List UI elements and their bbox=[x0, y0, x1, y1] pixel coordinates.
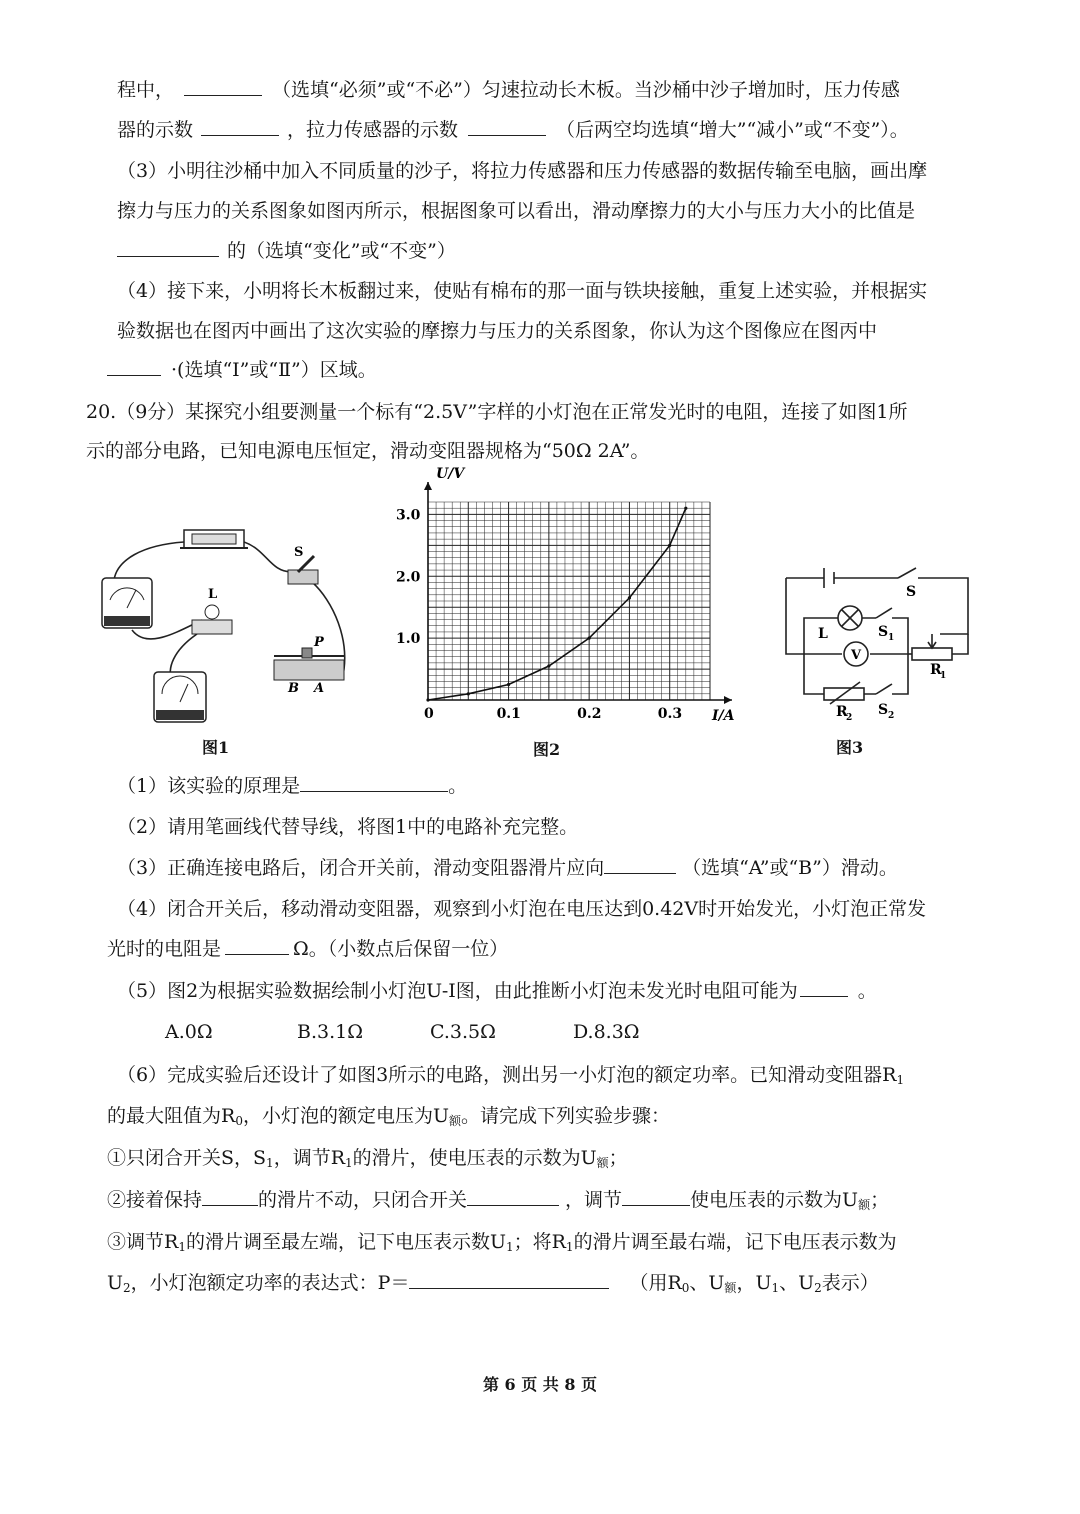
figure-1-label: L bbox=[208, 587, 218, 602]
answer-blank[interactable] bbox=[800, 978, 848, 997]
option-b[interactable]: B.3.1Ω bbox=[297, 1021, 363, 1043]
answer-blank[interactable] bbox=[117, 238, 219, 257]
x-axis-arrow bbox=[724, 696, 732, 704]
sub-question-1: （1）该实验的原理是 。 bbox=[117, 775, 468, 797]
switch-icon bbox=[288, 570, 318, 584]
bulb-icon bbox=[205, 605, 219, 619]
sub-question-6-cont: 的最大阻值为$R_0$，小灯泡的额定电压为$U_额$。请完成下列实验步骤： bbox=[107, 1105, 670, 1128]
text-line: 擦力与压力的关系图象如图丙所示，根据图象可以看出，滑动摩擦力的大小与压力大小的比值是 bbox=[117, 200, 916, 222]
answer-blank[interactable] bbox=[225, 936, 289, 955]
answer-blank[interactable] bbox=[604, 855, 676, 874]
y-tick-label: 1.0 bbox=[396, 631, 421, 648]
x-tick-label: 0.3 bbox=[657, 706, 683, 722]
figure-3-label: 1 bbox=[940, 671, 947, 681]
figure-3-label: 2 bbox=[888, 711, 895, 721]
y-tick-label: 3.0 bbox=[396, 507, 421, 524]
rheostat-icon bbox=[274, 660, 344, 680]
answer-blank[interactable] bbox=[622, 1187, 690, 1206]
text-line: （4）接下来，小明将长木板翻过来，使贴有棉布的那一面与铁块接触，重复上述实验，并根据实 bbox=[117, 280, 928, 302]
sub-question-4-cont: 光时的电阻是 Ω。（小数点后保留一位） bbox=[107, 938, 509, 960]
sub-question-4: （4）闭合开关后，移动滑动变阻器，观察到小灯泡在电压达到0.42V时开始发光，小灯泡正常发 bbox=[117, 898, 927, 920]
figure-2-chart bbox=[392, 466, 742, 730]
x-tick-label: 0 bbox=[424, 706, 434, 722]
figure-2-caption: 图2 bbox=[533, 740, 561, 759]
answer-blank[interactable] bbox=[202, 1187, 258, 1206]
resistor-r1-icon bbox=[912, 648, 952, 660]
option-c[interactable]: C.3.5Ω bbox=[430, 1021, 496, 1043]
y-axis-label: U/V bbox=[436, 466, 465, 482]
answer-blank[interactable] bbox=[184, 77, 262, 96]
chart-grid bbox=[428, 502, 710, 700]
text-line: 程中， （选填“必须”或“不必”）匀速拉动长木板。当沙桶中沙子增加时，压力传感 bbox=[117, 79, 900, 101]
x-tick-label: 0.1 bbox=[496, 706, 521, 722]
step-3: ③调节$R_1$的滑片调至最左端，记下电压表示数$U_1$；将$R_1$的滑片调至最右端，记下电压表示数为 bbox=[107, 1231, 897, 1254]
text-line: 器的示数 ，拉力传感器的示数 （后两空均选填“增大”“减小”或“不变”）。 bbox=[117, 119, 909, 141]
answer-blank[interactable] bbox=[409, 1270, 609, 1289]
lamp-board-icon bbox=[192, 620, 232, 634]
figure-3-label: S bbox=[878, 702, 889, 718]
answer-blank[interactable] bbox=[300, 773, 448, 792]
figure-1-label: S bbox=[294, 545, 304, 560]
figure-3-label: V bbox=[851, 648, 862, 663]
figure-3-label: L bbox=[818, 626, 828, 642]
x-tick-label: 0.2 bbox=[577, 706, 602, 722]
switch-s-icon bbox=[898, 568, 916, 578]
y-tick-label: 2.0 bbox=[396, 569, 421, 586]
answer-blank[interactable] bbox=[468, 117, 546, 136]
figure-3-label: R bbox=[930, 662, 942, 678]
sub-question-2: （2）请用笔画线代替导线，将图1中的电路补充完整。 bbox=[117, 816, 579, 838]
figure-3-label: R bbox=[836, 704, 848, 720]
answer-blank[interactable] bbox=[201, 117, 279, 136]
step-3-cont: $U_2$，小灯泡额定功率的表达式：P＝ （用$R_0$、$U_额$，$U_1$、$U_2$表示） bbox=[107, 1272, 879, 1295]
sub-question-3: （3）正确连接电路后，闭合开关前，滑动变阻器滑片应向 （选填“A”或“B”）滑动。 bbox=[117, 857, 898, 879]
figure-1-caption: 图1 bbox=[202, 738, 230, 757]
question-20-stem: 20.（9分）某探究小组要测量一个标有“2.5V”字样的小灯泡在正常发光时的电阻，连接了如图1所 bbox=[86, 401, 908, 423]
figure-1-circuit bbox=[92, 520, 362, 730]
sub-question-5: （5）图2为根据实验数据绘制小灯泡U-I图，由此推断小灯泡未发光时电阻可能为 。 bbox=[117, 980, 877, 1002]
figure-3-label: S bbox=[906, 584, 917, 600]
text-line: （3）小明往沙桶中加入不同质量的沙子，将拉力传感器和压力传感器的数据传输至电脑，画出摩 bbox=[117, 160, 928, 182]
switch-s1-icon bbox=[876, 608, 892, 618]
step-2: ②接着保持 的滑片不动，只闭合开关 ，调节 使电压表的示数为$U_额$； bbox=[107, 1189, 890, 1212]
y-axis-arrow bbox=[424, 482, 432, 490]
answer-blank[interactable] bbox=[467, 1187, 559, 1206]
step-1: ①只闭合开关S，$S_1$，调节$R_1$的滑片，使电压表的示数为$U_额$； bbox=[107, 1147, 628, 1170]
text-line: 验数据也在图丙中画出了这次实验的摩擦力与压力的关系图象，你认为这个图像应在图丙中 bbox=[117, 320, 878, 342]
option-d[interactable]: D.8.3Ω bbox=[573, 1021, 640, 1043]
figure-1-label: A bbox=[314, 681, 325, 696]
figure-3-label: S bbox=[878, 624, 889, 640]
text-line: ·(选填“Ⅰ”或“Ⅱ”）区域。 bbox=[107, 357, 377, 383]
x-axis-label: I/A bbox=[712, 708, 735, 724]
switch-s2-icon bbox=[876, 684, 892, 694]
text-line: 的（选填“变化”或“不变”） bbox=[117, 238, 456, 264]
figure-3-label: 1 bbox=[888, 633, 895, 643]
figure-3-label: 2 bbox=[846, 713, 853, 723]
figure-3-caption: 图3 bbox=[836, 738, 864, 757]
figure-1-label: B bbox=[288, 681, 299, 696]
sub-question-6: （6）完成实验后还设计了如图3所示的电路，测出另一小灯泡的额定功率。已知滑动变阻器$R_1$ bbox=[117, 1064, 905, 1087]
figure-3-schematic bbox=[780, 560, 980, 723]
answer-blank[interactable] bbox=[107, 357, 161, 376]
figure-1-label: P bbox=[314, 635, 324, 650]
option-a[interactable]: A.0Ω bbox=[165, 1021, 213, 1043]
page-footer: 第 6 页 共 8 页 bbox=[482, 1375, 598, 1394]
question-20-stem: 示的部分电路，已知电源电压恒定，滑动变阻器规格为“50Ω 2A”。 bbox=[86, 440, 650, 462]
